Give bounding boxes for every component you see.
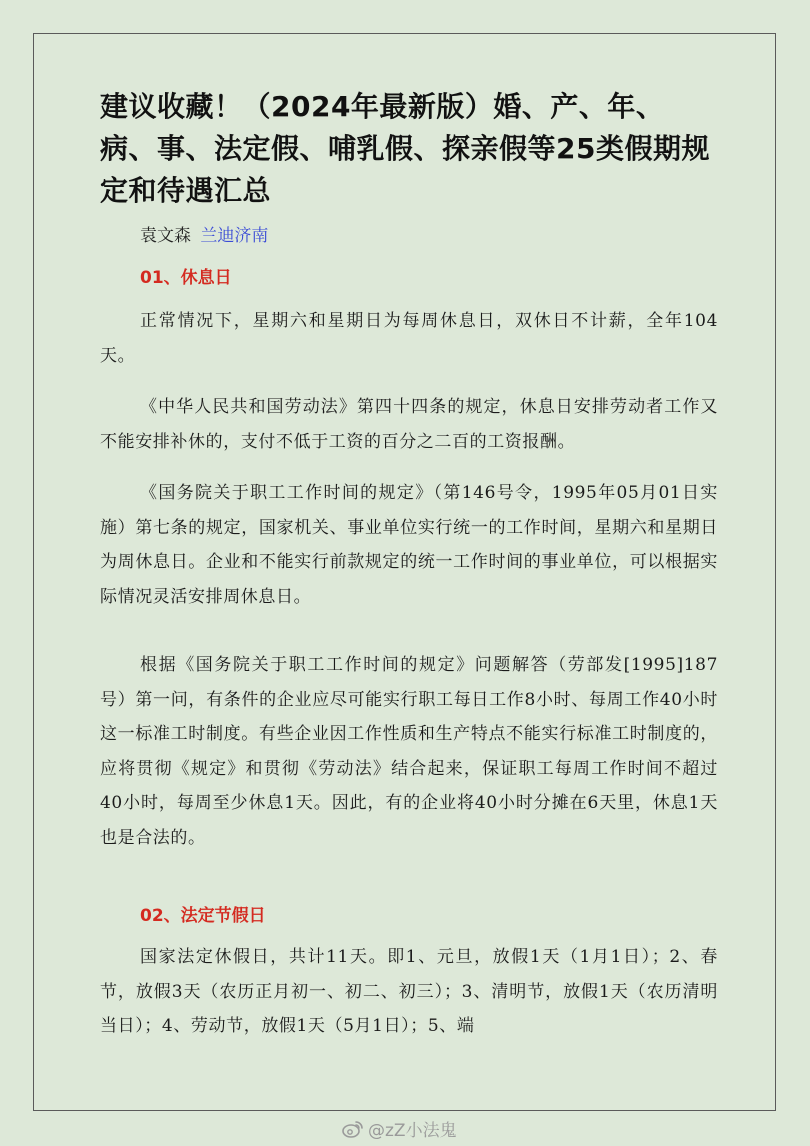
section-01-paragraph-1: 正常情况下，星期六和星期日为每周休息日，双休日不计薪，全年104天。 [100,311,718,366]
watermark-text: @zZ小法鬼 [368,1121,457,1141]
section-heading-02: 02、法定节假日 [140,906,266,926]
byline [140,222,268,250]
article-title: 建议收藏！（2024年最新版）婚、产、年、病、事、法定假、哺乳假、探亲假等25类假期规定和待遇汇总 [100,90,710,207]
section-heading-01: 01、休息日 [140,268,232,288]
section-01-paragraph-2: 《中华人民共和国劳动法》第四十四条的规定，休息日安排劳动者工作又不能安排补休的，支付不低于工资的百分之二百的工资报酬。 [100,397,718,452]
section-01-paragraph-3: 《国务院关于职工工作时间的规定》（第146号令，1995年05月01日实施）第七条的规定，国家机关、事业单位实行统一的工作时间，星期六和星期日为周休息日。企业和不能实行前款规定的统一工作时间的事业单位，可以根据实际情况灵活安排周休息日。 [100,483,718,607]
section-02-paragraph-1: 国家法定休假日，共计11天。即1、元旦，放假1天（1月1日）；2、春节，放假3天（农历正月初一、初二、初三）；3、清明节，放假1天（农历清明当日）；4、劳动节，放假1天（5月1日）；5、端 [100,947,718,1036]
author-name: 袁文森 [140,226,191,246]
watermark [342,1116,457,1141]
section-01-paragraph-4: 根据《国务院关于职工工作时间的规定》问题解答（劳部发[1995]187号）第一问，有条件的企业应尽可能实行职工每日工作8小时、每周工作40小时这一标准工时制度。有些企业因工作性质和生产特点不能实行标准工时制度的，应将贯彻《规定》和贯彻《劳动法》结合起来，保证职工每周工作时间不超过40小时，每周至少休息1天。因此，有的企业将40小时分摊在6天里，休息1天也是合法的。 [100,655,718,848]
source-link[interactable]: 兰迪济南 [200,226,269,246]
weibo-icon [342,1120,364,1138]
